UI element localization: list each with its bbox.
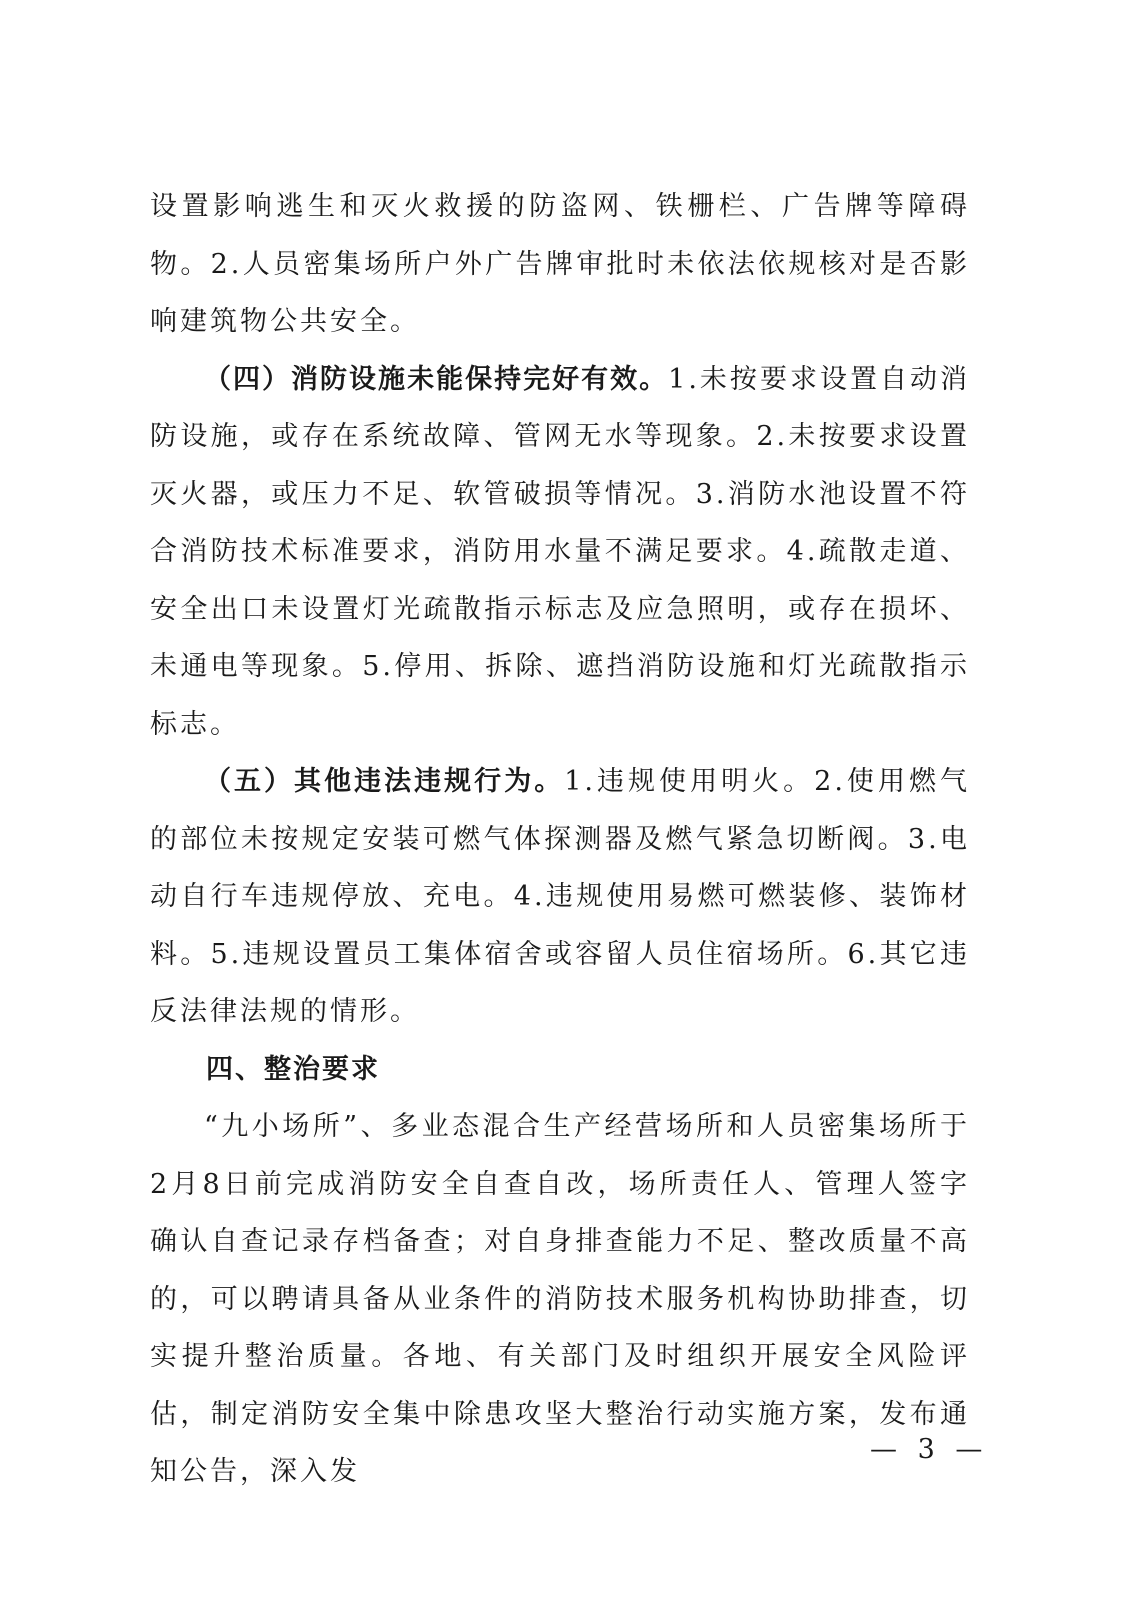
subheading-other-violations: （五）其他违法违规行为。 — [204, 766, 565, 797]
paragraph-other-violations — [150, 753, 970, 1041]
paragraph-fire-facilities — [150, 351, 970, 754]
paragraph-continuation: 设置影响逃生和灭火救援的防盗网、铁栅栏、广告牌等障碍物。2.人员密集场所户外广告牌审批时未依法依规核对是否影响建筑物公共安全。 — [150, 191, 970, 337]
document-body — [150, 178, 970, 1501]
section-heading-requirements: 四、整治要求 — [206, 1053, 380, 1085]
paragraph-fire-facilities-body: 1.未按要求设置自动消防设施，或存在系统故障、管网无水等现象。2.未按要求设置灭火器，或压力不足、软管破损等情况。3.消防水池设置不符合消防技术标准要求，消防用水量不满足要求。4.疏散走道、安全出口未设置灯光疏散指示标志及应急照明，或存在损坏、未通电等现象。5.停用、拆除、遮挡消防设施和灯光疏散指示标志。 — [150, 363, 971, 740]
subheading-fire-facilities: （四）消防设施未能保持完好有效。 — [204, 363, 669, 395]
paragraph-requirements: “九小场所”、多业态混合生产经营场所和人员密集场所于2月8日前完成消防安全自查自改，场所责任人、管理人签字确认自查记录存档备查；对自身排查能力不足、整改质量不高的，可以聘请具备从业条件的消防技术服务机构协助排查，切实提升整治质量。各地、有关部门及时组织开展安全风险评估，制定消防安全集中除患攻坚大整治行动实施方案，发布通知公告，深入发 — [150, 1111, 970, 1487]
page-number: — 3 — — [870, 1434, 989, 1465]
paragraph-other-violations-body: 1.违规使用明火。2.使用燃气的部位未按规定安装可燃气体探测器及燃气紧急切断阀。3.电动自行车违规停放、充电。4.违规使用易燃可燃装修、装饰材料。5.违规设置员工集体宿舍或容留人员住宿场所。6.其它违反法律法规的情形。 — [150, 766, 970, 1027]
